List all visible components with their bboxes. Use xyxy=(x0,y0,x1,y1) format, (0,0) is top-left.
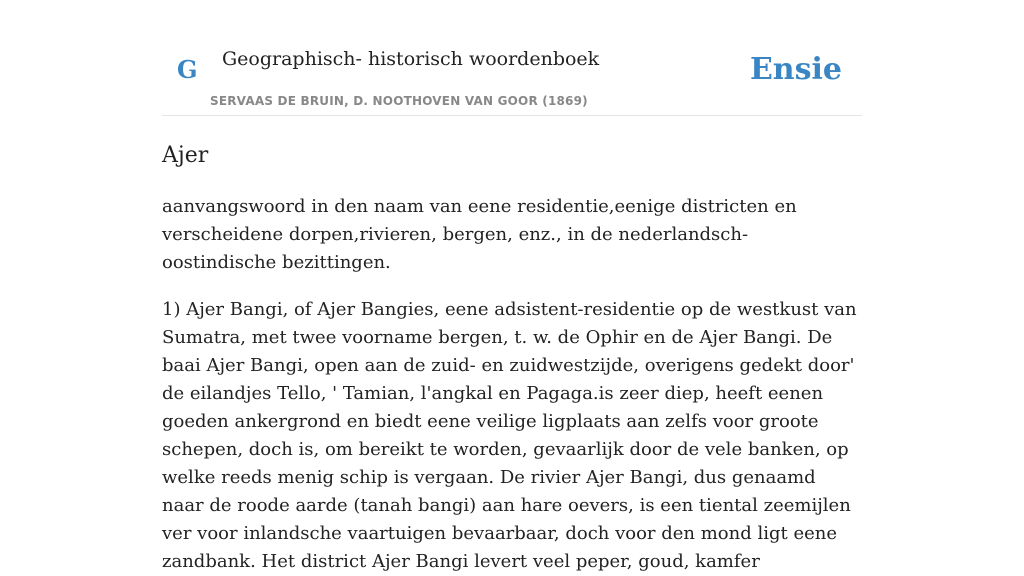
content-column xyxy=(162,0,862,576)
ensie-logo-link[interactable]: Ensie xyxy=(749,52,842,87)
book-authors: SERVAAS DE BRUIN, D. NOOTHOVEN VAN GOOR (1869) xyxy=(210,94,588,108)
entry-paragraph-intro: aanvangswoord in den naam van eene residentie,eenige districten en verscheidene dorpen,rivieren, bergen, enz., in de nederlandsch-oostindische bezittingen. xyxy=(162,196,797,273)
entry-paragraph-1: 1) Ajer Bangi, of Ajer Bangies, eene adsistent-residentie op de westkust van Sumatra, met twee voorname bergen, t. w. de Ophir en de Ajer Bangi. De baai Ajer Bangi, open aan de zuid- en zuidwestzijde, overigens gedekt door' de eilandjes Tello, ' Tamian, l'angkal en Pagaga.is zeer diep, heeft eenen goeden ankergrond en biedt eene veilige ligplaats aan zelfs voor groote schepen, doch is, om bereikt te worden, gevaarlijk door de vele banken, op welke reeds menig schip is vergaan. De rivier Ajer Bangi, dus genaamd naar de roode aarde (tanah bangi) aan hare oevers, is een tiental zeemijlen ver voor inlandsche vaartuigen bevaarbaar, doch voor den mond ligt eene zandbank. Het district Ajer Bangi levert veel peper, goud, kamfer xyxy=(162,299,857,572)
book-title-link[interactable]: Geographisch- historisch woordenboek xyxy=(222,48,600,70)
index-letter-link[interactable]: G xyxy=(177,55,198,84)
book-header xyxy=(162,0,862,116)
entry-title: Ajer xyxy=(162,143,209,168)
